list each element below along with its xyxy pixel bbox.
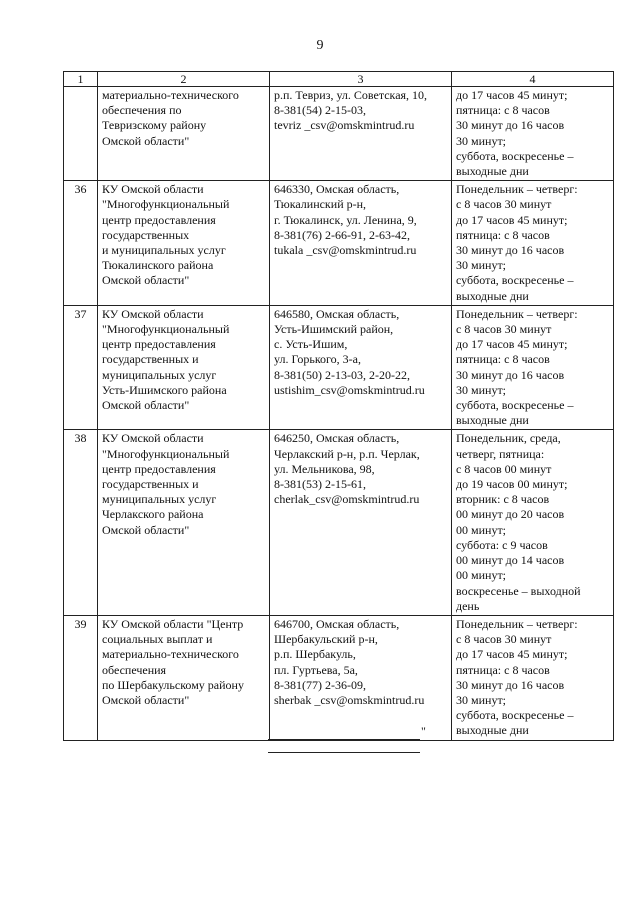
- cell-line: вторник: с 8 часов: [456, 492, 550, 507]
- cell-line: 30 минут до 16 часов: [456, 243, 565, 258]
- end-line: [268, 752, 420, 753]
- cell-line: пл. Гуртьева, 5а,: [274, 662, 358, 677]
- cell-line: 8-381(53) 2-15-61,: [274, 477, 366, 492]
- working-hours-cell: [452, 181, 614, 306]
- working-hours-cell: [452, 615, 614, 740]
- table-row: [64, 181, 614, 306]
- cell-line: выходные дни: [456, 288, 529, 303]
- cell-line: 30 минут до 16 часов: [456, 367, 565, 382]
- cell-line: 8-381(54) 2-15-03,: [274, 103, 366, 118]
- cell-line: Усть-Ишимского района: [102, 382, 227, 397]
- cell-line: cherlak_csv@omskmintrud.ru: [274, 492, 420, 507]
- cell-line: 30 минут до 16 часов: [456, 118, 565, 133]
- cell-line: Понедельник – четверг:: [456, 182, 578, 197]
- cell-line: выходные дни: [456, 723, 529, 738]
- table-row: [64, 430, 614, 615]
- cell-line: до 17 часов 45 минут;: [456, 212, 568, 227]
- institution-name-cell: [98, 615, 270, 740]
- cell-line: р.п. Шербакуль,: [274, 647, 356, 662]
- cell-line: Понедельник, среда,: [456, 431, 561, 446]
- cell-line: материально-технического: [102, 88, 239, 102]
- cell-line: суббота, воскресенье –: [456, 708, 574, 723]
- cell-line: центр предоставления: [102, 212, 216, 227]
- cell-line: Понедельник – четверг:: [456, 616, 578, 631]
- cell-line: воскресенье – выходной: [456, 583, 581, 598]
- cell-line: суббота, воскресенье –: [456, 273, 574, 288]
- cell-line: 30 минут до 16 часов: [456, 677, 565, 692]
- cell-line: центр предоставления: [102, 337, 216, 352]
- cell-line: 646580, Омская область,: [274, 306, 400, 321]
- page-number: 9: [316, 38, 324, 53]
- address-contacts-cell: [270, 181, 452, 306]
- closing-quote: ": [421, 724, 426, 738]
- cell-line: пятница: с 8 часов: [456, 662, 550, 677]
- table-row: [64, 305, 614, 430]
- cell-line: выходные дни: [456, 413, 529, 428]
- cell-line: 30 минут;: [456, 133, 507, 148]
- row-number: 37: [64, 305, 98, 430]
- cell-line: пятница: с 8 часов: [456, 352, 550, 367]
- cell-line: с. Усть-Ишим,: [274, 337, 348, 352]
- cell-line: 8-381(76) 2-66-91, 2-63-42,: [274, 227, 410, 242]
- cell-line: Тюкалинского района: [102, 258, 214, 273]
- cell-line: четверг, пятница:: [456, 446, 545, 461]
- cell-line: 00 минут;: [456, 522, 507, 537]
- table-row: [64, 615, 614, 740]
- cell-line: 30 минут;: [456, 382, 507, 397]
- cell-line: 00 минут до 20 часов: [456, 507, 565, 522]
- cell-line: до 17 часов 45 минут;: [456, 88, 568, 102]
- cell-line: ustishim_csv@omskmintrud.ru: [274, 382, 425, 397]
- cell-line: Омской области": [102, 522, 190, 537]
- cell-line: муниципальных услуг: [102, 367, 217, 382]
- institution-name-cell: [98, 181, 270, 306]
- cell-line: суббота, воскресенье –: [456, 398, 574, 413]
- cell-line: день: [456, 598, 480, 613]
- column-header-3: 3: [270, 72, 452, 87]
- cell-line: ул. Горького, 3-а,: [274, 352, 361, 367]
- row-number: 36: [64, 181, 98, 306]
- cell-line: "Многофункциональный: [102, 322, 230, 337]
- cell-line: Усть-Ишимский район,: [274, 322, 394, 337]
- cell-line: Тюкалинский р-н,: [274, 197, 367, 212]
- cell-line: до 17 часов 45 минут;: [456, 337, 568, 352]
- cell-line: КУ Омской области: [102, 431, 204, 446]
- cell-line: Черлакский р-н, р.п. Черлак,: [274, 446, 420, 461]
- working-hours-cell: [452, 430, 614, 615]
- cell-line: до 17 часов 45 минут;: [456, 647, 568, 662]
- cell-line: КУ Омской области: [102, 182, 204, 197]
- cell-line: пятница: с 8 часов: [456, 103, 550, 118]
- cell-line: р.п. Тевриз, ул. Советская, 10,: [274, 88, 428, 102]
- cell-line: sherbak _csv@omskmintrud.ru: [274, 692, 425, 707]
- cell-line: с 8 часов 30 минут: [456, 322, 552, 337]
- table-header-row: [64, 72, 614, 87]
- institution-name-cell: [98, 305, 270, 430]
- end-line: [268, 739, 420, 740]
- cell-line: "Многофункциональный: [102, 197, 230, 212]
- cell-line: Омской области": [102, 398, 190, 413]
- row-number: 39: [64, 615, 98, 740]
- column-header-2: 2: [98, 72, 270, 87]
- row-number: [64, 87, 98, 181]
- row-number: 38: [64, 430, 98, 615]
- institution-name-cell: [98, 87, 270, 181]
- cell-line: обеспечения: [102, 662, 167, 677]
- cell-line: 646700, Омская область,: [274, 616, 400, 631]
- cell-line: Омской области": [102, 133, 190, 148]
- cell-line: муниципальных услуг: [102, 492, 217, 507]
- cell-line: с 8 часов 00 минут: [456, 461, 552, 476]
- institutions-table: [63, 71, 614, 741]
- working-hours-cell: [452, 87, 614, 181]
- address-contacts-cell: [270, 615, 452, 740]
- address-contacts-cell: [270, 87, 452, 181]
- cell-line: социальных выплат и: [102, 632, 213, 647]
- cell-line: государственных: [102, 227, 190, 242]
- institution-name-cell: [98, 430, 270, 615]
- address-contacts-cell: [270, 430, 452, 615]
- cell-line: КУ Омской области: [102, 306, 204, 321]
- cell-line: г. Тюкалинск, ул. Ленина, 9,: [274, 212, 417, 227]
- cell-line: 646250, Омская область,: [274, 431, 400, 446]
- cell-line: Омской области": [102, 692, 190, 707]
- cell-line: 00 минут;: [456, 568, 507, 583]
- cell-line: "Многофункциональный: [102, 446, 230, 461]
- cell-line: tukala _csv@omskmintrud.ru: [274, 243, 417, 258]
- cell-line: Черлакского района: [102, 507, 204, 522]
- cell-line: государственных и: [102, 477, 199, 492]
- cell-line: Омской области": [102, 273, 190, 288]
- cell-line: 8-381(50) 2-13-03, 2-20-22,: [274, 367, 410, 382]
- cell-line: суббота: с 9 часов: [456, 537, 548, 552]
- cell-line: суббота, воскресенье –: [456, 148, 574, 163]
- working-hours-cell: [452, 305, 614, 430]
- cell-line: и муниципальных услуг: [102, 243, 226, 258]
- cell-line: обеспечения по: [102, 103, 182, 118]
- cell-line: ул. Мельникова, 98,: [274, 461, 375, 476]
- cell-line: КУ Омской области "Центр: [102, 616, 244, 631]
- table-row: [64, 87, 614, 181]
- cell-line: Понедельник – четверг:: [456, 306, 578, 321]
- cell-line: до 19 часов 00 минут;: [456, 477, 568, 492]
- cell-line: Шербакульский р-н,: [274, 632, 378, 647]
- column-header-4: 4: [452, 72, 614, 87]
- cell-line: tevriz _csv@omskmintrud.ru: [274, 118, 415, 133]
- cell-line: государственных и: [102, 352, 199, 367]
- cell-line: центр предоставления: [102, 461, 216, 476]
- cell-line: с 8 часов 30 минут: [456, 197, 552, 212]
- cell-line: выходные дни: [456, 164, 529, 179]
- cell-line: Тевризскому району: [102, 118, 207, 133]
- column-header-1: 1: [64, 72, 98, 87]
- cell-line: 646330, Омская область,: [274, 182, 400, 197]
- cell-line: 30 минут;: [456, 692, 507, 707]
- cell-line: 30 минут;: [456, 258, 507, 273]
- cell-line: материально-технического: [102, 647, 239, 662]
- address-contacts-cell: [270, 305, 452, 430]
- cell-line: 00 минут до 14 часов: [456, 553, 565, 568]
- cell-line: по Шербакульскому району: [102, 677, 244, 692]
- cell-line: пятница: с 8 часов: [456, 227, 550, 242]
- cell-line: с 8 часов 30 минут: [456, 632, 552, 647]
- cell-line: 8-381(77) 2-36-09,: [274, 677, 366, 692]
